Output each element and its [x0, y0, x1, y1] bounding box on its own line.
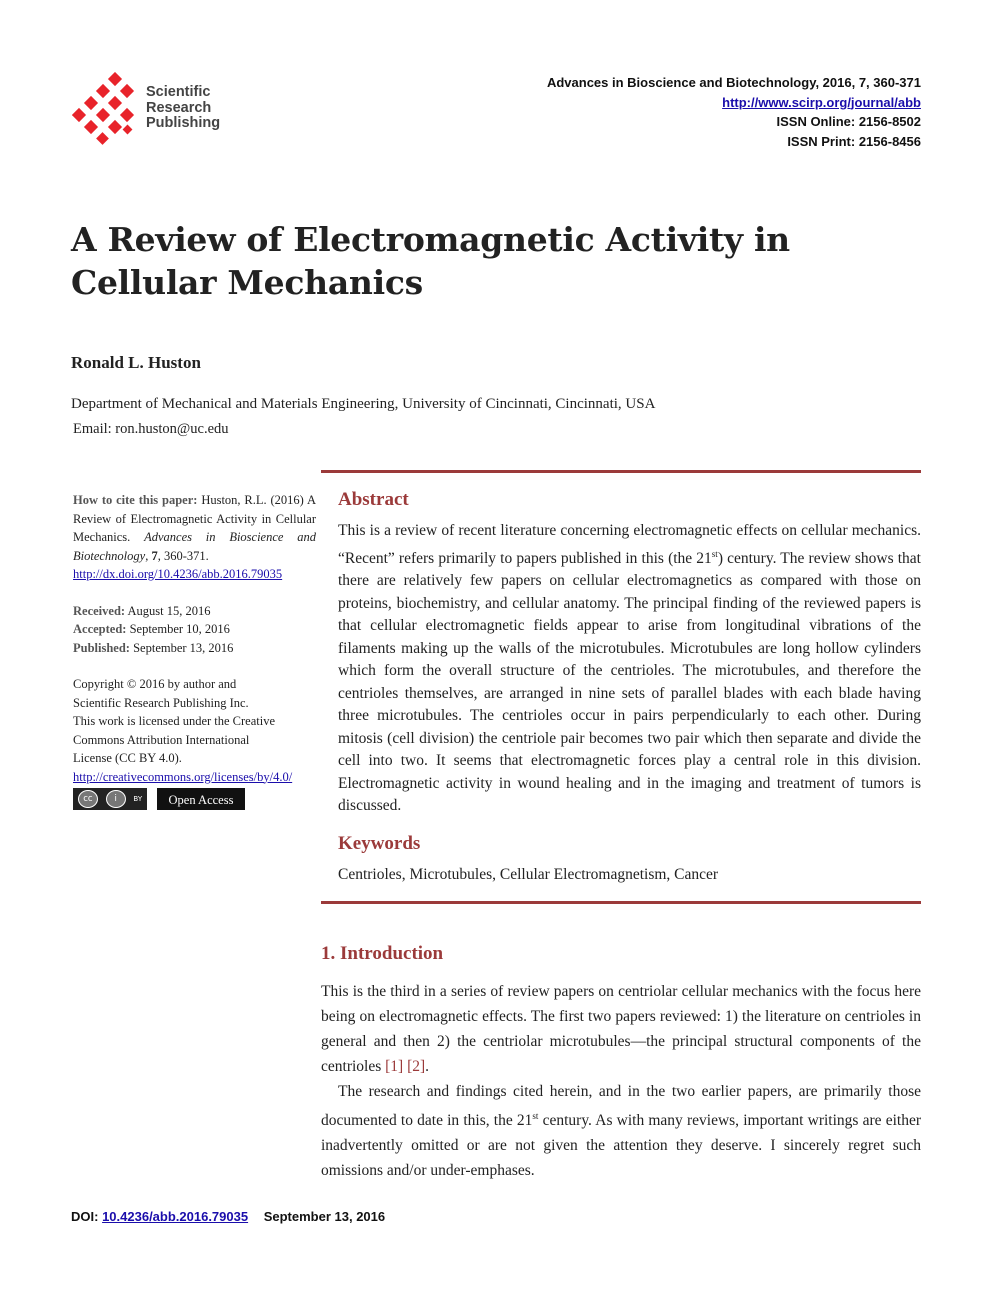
email-address[interactable]: ron.huston@uc.edu	[115, 421, 229, 437]
abstract-top-rule	[321, 470, 921, 473]
issn-online: ISSN Online: 2156-8502	[776, 114, 921, 129]
abstract-sup: st	[711, 548, 718, 559]
journal-citation: Advances in Bioscience and Biotechnology, 2016, 7, 360-371	[546, 75, 921, 90]
footer	[71, 1209, 385, 1224]
cc-by-label: BY	[133, 794, 143, 803]
cite-volume: 7	[151, 548, 158, 563]
by-icon: i	[106, 790, 126, 808]
intro-p2-text-b: century. As with many reviews, important writings are either inadvertently omitted or are not given the attention they deserve. I sincerely regret such omissions and/or under-emphases.	[321, 1112, 921, 1180]
author-email	[73, 421, 229, 438]
publisher-line1: Scientific	[146, 84, 211, 100]
license-line1: This work is licensed under the Creative	[73, 714, 276, 728]
footer-doi-label: DOI:	[71, 1209, 99, 1224]
publisher-line2: Research	[146, 99, 212, 116]
license-line3: License (CC BY 4.0).	[73, 751, 182, 765]
abstract-heading: Abstract	[338, 489, 409, 510]
open-access-badge[interactable]: Open Access	[157, 788, 245, 810]
intro-p2-text-a: The research and findings cited herein, and in the two earlier papers, are primarily those documented to date in this, the 21	[321, 1083, 921, 1130]
cc-icon: cc	[78, 790, 98, 808]
cite-text: Huston, R.L. (2016) A Review of Electromagnetic Activity in Cellular Mechanics.	[73, 493, 317, 544]
copyright-line2: Scientific Research Publishing Inc.	[73, 695, 249, 710]
reference-link-2[interactable]: [2]	[407, 1058, 426, 1075]
introduction-heading: 1. Introduction	[321, 943, 444, 964]
abstract-bottom-rule	[321, 901, 921, 904]
email-label: Email:	[73, 421, 112, 437]
keywords-text: Centrioles, Microtubules, Cellular Electromagnetism, Cancer	[338, 866, 719, 883]
abstract-text-b: ) century. The review shows that there are relatively few papers on cellular electromagnetics as compared with those on proteins, biochemistry, and cellular anatomy. The principal finding of the reviewed papers is that cellular electromagnetic fields appear to arise from longitudinal vibrations of the filaments making up the walls of the microtubules. Microtubules are long hollow cylinders which form the overall structure of the centrioles. The microtubules, and therefore the centrioles themselves, are arranged in nine sets of parallel blades with each blade having three microtubules. The centrioles occur in pairs perpendicularly to each other. During mitosis (cell division) the centriole pair becomes two pair which then separate and divide the cell into two. It seems that electromagnetic forces play a central role in this division. Electromagnetic activity in wound healing and in the imaging and treatment of tumors is discussed.	[338, 549, 921, 815]
license-line2: Commons Attribution International	[73, 732, 250, 747]
introduction-body	[321, 979, 921, 1183]
journal-url-link[interactable]: http://www.scirp.org/journal/abb	[722, 94, 921, 110]
intro-p1-text: This is the third in a series of review papers on centriolar cellular mechanics with the focus here being on electromagnetic effects. The first two papers reviewed: 1) the literature on centrioles in general and then 2) the centriolar microtubules—the principal structural components of the centrioles	[321, 983, 921, 1075]
accepted-date: September 10, 2016	[129, 622, 230, 636]
intro-paragraph-1	[321, 979, 921, 1079]
doi-link[interactable]: http://dx.doi.org/10.4236/abb.2016.79035	[73, 567, 283, 581]
received-date: August 15, 2016	[127, 603, 211, 618]
cite-pages: , 360-371.	[157, 548, 209, 563]
intro-p1-end: .	[425, 1058, 430, 1075]
journal-info	[547, 73, 921, 151]
copyright-block	[73, 675, 316, 810]
cc-by-badge[interactable]	[73, 788, 147, 810]
published-date: September 13, 2016	[133, 640, 234, 655]
publisher-name	[146, 85, 220, 132]
accepted-label: Accepted:	[73, 622, 127, 636]
cite-label: How to cite this paper:	[73, 493, 198, 507]
issn-print: ISSN Print: 2156-8456	[787, 133, 921, 149]
license-link[interactable]: http://creativecommons.org/licenses/by/4.0/	[73, 769, 293, 784]
paper-title: A Review of Electromagnetic Activity in Cellular Mechanics	[71, 220, 790, 302]
publisher-line3: Publishing	[146, 115, 221, 131]
keywords-heading: Keywords	[338, 833, 421, 854]
citation-block: How to cite this paper: Huston, R.L. (2016) A Review of Electromagnetic Activity in Cellular Mechanics. Advances in Bioscience and Biotechnology, 7, 360-371. http://dx.doi.org/10.4236/abb.2016.79035	[73, 493, 317, 581]
received-label: Received:	[73, 603, 126, 618]
dates-block	[73, 602, 316, 658]
reference-link-1[interactable]: [1]	[385, 1058, 404, 1075]
abstract-text	[338, 520, 921, 818]
copyright-line1: Copyright © 2016 by author and	[73, 677, 237, 691]
author-name: Ronald L. Huston	[71, 353, 201, 372]
publisher-logo-icon	[72, 72, 142, 146]
publisher-logo	[72, 72, 242, 146]
cite-journal: Advances in Bioscience and Biotechnology	[73, 530, 317, 563]
intro-p2-sup: st	[532, 1111, 539, 1121]
published-label: Published:	[73, 640, 130, 655]
sidebar	[73, 491, 316, 810]
abstract-text-a: This is a review of recent literature concerning electromagnetic effects on cellular mechanics. “Recent” refers primarily to papers published in this (the 21	[338, 522, 921, 567]
footer-doi-link[interactable]: 10.4236/abb.2016.79035	[102, 1209, 249, 1224]
affiliation: Department of Mechanical and Materials Engineering, University of Cincinnati, Cincinnati, USA	[71, 396, 656, 412]
footer-date: September 13, 2016	[263, 1209, 386, 1224]
intro-paragraph-2	[321, 1079, 921, 1183]
